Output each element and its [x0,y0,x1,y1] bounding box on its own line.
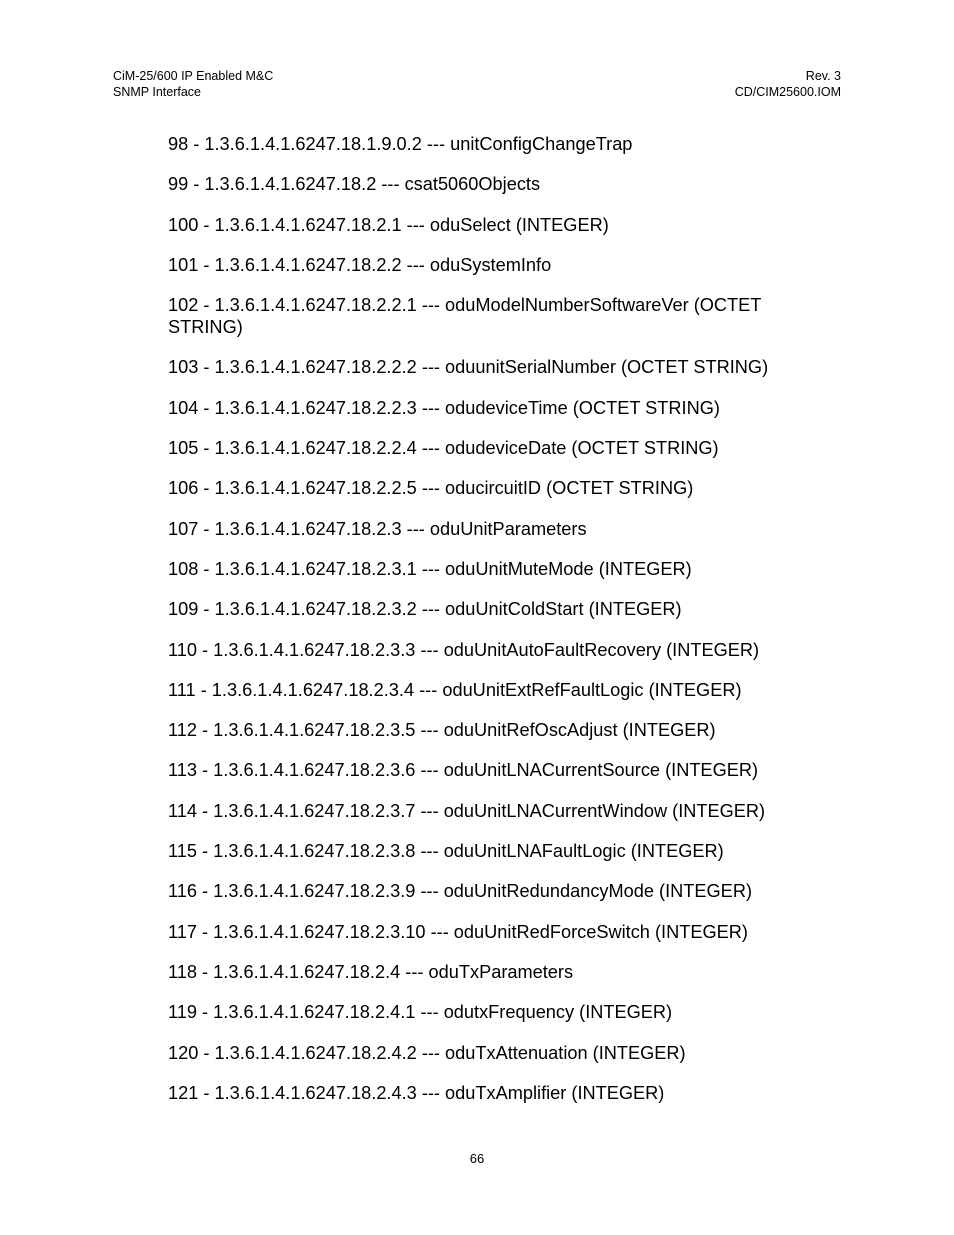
document-code: CD/CIM25600.IOM [734,85,841,99]
oid-entry: 114 - 1.3.6.1.4.1.6247.18.2.3.7 --- oduUnitLNACurrentWindow (INTEGER) [168,800,766,821]
oid-entry: 121 - 1.3.6.1.4.1.6247.18.2.4.3 --- oduTxAmplifier (INTEGER) [168,1082,665,1103]
oid-entry: 98 - 1.3.6.1.4.1.6247.18.1.9.0.2 --- unitConfigChangeTrap [168,134,633,154]
oid-entry-list [168,133,808,1122]
oid-entry: 105 - 1.3.6.1.4.1.6247.18.2.2.4 --- odudeviceDate (OCTET STRING) [168,438,719,459]
oid-entry: 115 - 1.3.6.1.4.1.6247.18.2.3.8 --- oduUnitLNAFaultLogic (INTEGER) [168,841,724,862]
header-right [735,68,841,100]
oid-entry: 101 - 1.3.6.1.4.1.6247.18.2.2 --- oduSystemInfo [168,254,552,275]
header-left [113,68,273,100]
oid-entry: 109 - 1.3.6.1.4.1.6247.18.2.3.2 --- oduUnitColdStart (INTEGER) [168,599,682,620]
oid-entry: 103 - 1.3.6.1.4.1.6247.18.2.2.2 --- oduunitSerialNumber (OCTET STRING) [168,357,769,378]
page-number: 66 [469,1151,485,1166]
revision-label: Rev. 3 [805,69,841,83]
document-subtitle: SNMP Interface [113,85,202,99]
oid-entry: 117 - 1.3.6.1.4.1.6247.18.2.3.10 --- oduUnitRedForceSwitch (INTEGER) [168,921,748,942]
oid-entry: 104 - 1.3.6.1.4.1.6247.18.2.2.3 --- odudeviceTime (OCTET STRING) [168,397,720,418]
oid-entry: 102 - 1.3.6.1.4.1.6247.18.2.2.1 --- oduModelNumberSoftwareVer (OCTET STRING) [168,295,762,338]
oid-entry: 108 - 1.3.6.1.4.1.6247.18.2.3.1 --- oduUnitMuteMode (INTEGER) [168,558,692,579]
oid-entry: 116 - 1.3.6.1.4.1.6247.18.2.3.9 --- oduUnitRedundancyMode (INTEGER) [168,881,753,902]
oid-entry: 100 - 1.3.6.1.4.1.6247.18.2.1 --- oduSelect (INTEGER) [168,214,609,235]
oid-entry: 113 - 1.3.6.1.4.1.6247.18.2.3.6 --- oduUnitLNACurrentSource (INTEGER) [168,760,759,781]
oid-entry: 119 - 1.3.6.1.4.1.6247.18.2.4.1 --- odutxFrequency (INTEGER) [168,1002,673,1023]
oid-entry: 120 - 1.3.6.1.4.1.6247.18.2.4.2 --- oduTxAttenuation (INTEGER) [168,1042,686,1063]
oid-entry: 110 - 1.3.6.1.4.1.6247.18.2.3.3 --- oduUnitAutoFaultRecovery (INTEGER) [168,639,760,660]
document-title: CiM-25/600 IP Enabled M&C [113,69,274,83]
oid-entry: 112 - 1.3.6.1.4.1.6247.18.2.3.5 --- oduUnitRefOscAdjust (INTEGER) [168,720,716,741]
oid-entry: 118 - 1.3.6.1.4.1.6247.18.2.4 --- oduTxParameters [168,961,574,982]
oid-entry: 106 - 1.3.6.1.4.1.6247.18.2.2.5 --- oducircuitID (OCTET STRING) [168,478,694,499]
oid-entry: 99 - 1.3.6.1.4.1.6247.18.2 --- csat5060Objects [168,174,541,195]
oid-entry: 111 - 1.3.6.1.4.1.6247.18.2.3.4 --- oduUnitExtRefFaultLogic (INTEGER) [168,679,742,700]
oid-entry: 107 - 1.3.6.1.4.1.6247.18.2.3 --- oduUnitParameters [168,518,587,539]
